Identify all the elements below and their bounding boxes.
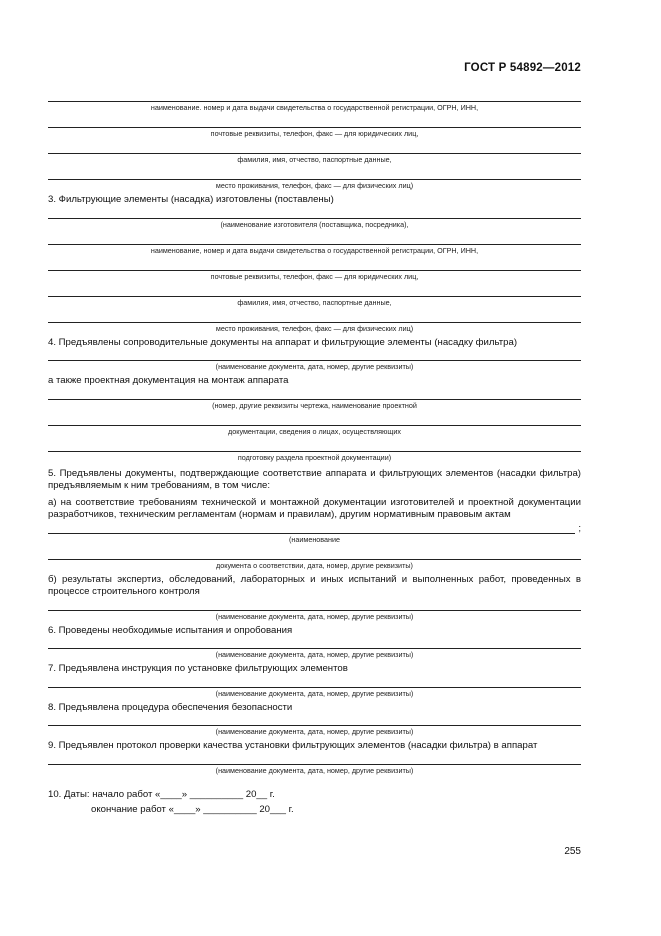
fill-line (48, 637, 581, 649)
fill-line (48, 168, 581, 180)
item-8: 8. Предъявлена процедура обеспечения безопасности (48, 701, 293, 713)
caption: подготовку раздела проектной документации) (237, 452, 392, 462)
fill-line (48, 414, 581, 426)
caption: (наименование документа, дата, номер, другие реквизиты) (215, 650, 414, 659)
caption: фамилия, имя, отчество, паспортные данные, (237, 297, 392, 307)
item-5b: б) результаты экспертиз, обследований, лабораторных и иных испытаний и выполненных работ, проведенных в процессе строительного контроля (48, 573, 581, 597)
caption: (номер, другие реквизиты чертежа, наименование проектной (212, 400, 417, 410)
fill-line-row (48, 522, 581, 534)
item-7: 7. Предъявлена инструкция по установке фильтрующих элементов (48, 663, 348, 674)
caption: место проживания, телефон, факс — для физических лиц) (215, 323, 414, 333)
caption: (наименование (289, 534, 340, 544)
item-5: 5. Предъявлены документы, подтверждающие соответствие аппарата и фильтрующих элементов (насадки фильтра) предъявляемым к ним требованиям, в том числе: (48, 467, 581, 491)
item-4-project: а также проектная документация на монтаж аппарата (48, 375, 289, 386)
fill-line (48, 207, 581, 219)
caption: документа о соответствии, дата, номер, другие реквизиты) (216, 560, 413, 570)
caption: наименование, номер и дата выдачи свидетельства о государственной регистрации, ОГРН, ИНН, (150, 245, 479, 255)
caption: наименование. номер и дата выдачи свидетельства о государственной регистрации, ОГРН, ИНН, (150, 103, 479, 112)
fill-line (48, 349, 581, 361)
start-date: 10. Даты: начало работ «____» __________ 20__ г. (48, 788, 275, 800)
caption: фамилия, имя, отчество, паспортные данные, (237, 155, 392, 164)
fill-line (48, 714, 581, 726)
fill-line (48, 522, 575, 534)
fill-line (48, 548, 581, 560)
fill-line (48, 90, 581, 102)
fill-line (48, 676, 581, 688)
caption: почтовые реквизиты, телефон, факс — для юридических лиц, (210, 271, 419, 281)
fill-line (48, 116, 581, 128)
item-9: 9. Предъявлен протокол проверки качества установки фильтрующих элементов (насадки фильтра) в аппарат (48, 740, 538, 751)
caption: место проживания, телефон, факс — для физических лиц) (215, 181, 414, 190)
fill-line (48, 259, 581, 271)
caption: почтовые реквизиты, телефон, факс — для юридических лиц, (210, 129, 419, 138)
caption: (наименование документа, дата, номер, другие реквизиты) (215, 727, 414, 736)
item-5a: а) на соответствие требованиям технической и монтажной документации изготовителей и проектной документации разработчиков, техническим регламентам (нормам и правилам), другим нормативным правовым актам (48, 496, 581, 520)
item-6: 6. Проведены необходимые испытания и опробования (48, 624, 293, 636)
caption: документации, сведения о лицах, осуществляющих (228, 426, 401, 436)
end-date: окончание работ «____» __________ 20___ г. (91, 803, 294, 815)
caption: (наименование документа, дата, номер, другие реквизиты) (215, 765, 414, 775)
fill-line (48, 233, 581, 245)
document-code: ГОСТ Р 54892—2012 (464, 62, 581, 74)
fill-line (48, 753, 581, 765)
work-dates (48, 787, 581, 817)
fill-line (48, 285, 581, 297)
fill-line (48, 440, 581, 452)
fill-line (48, 142, 581, 154)
item-3: 3. Фильтрующие элементы (насадка) изготовлены (поставлены) (48, 194, 334, 205)
fill-line (48, 311, 581, 323)
caption: (наименование изготовителя (поставщика, посредника), (220, 219, 409, 229)
fill-line (48, 388, 581, 400)
semicolon: ; (578, 522, 581, 534)
form-body (48, 90, 581, 817)
caption: (наименование документа, дата, номер, другие реквизиты) (215, 362, 414, 371)
item-4: 4. Предъявлены сопроводительные документы на аппарат и фильтрующие элементы (насадку фильтра) (48, 336, 518, 348)
fill-line (48, 599, 581, 611)
page-number: 255 (564, 846, 581, 857)
caption: (наименование документа, дата, номер, другие реквизиты) (215, 688, 414, 698)
caption: (наименование документа, дата, номер, другие реквизиты) (215, 611, 414, 621)
